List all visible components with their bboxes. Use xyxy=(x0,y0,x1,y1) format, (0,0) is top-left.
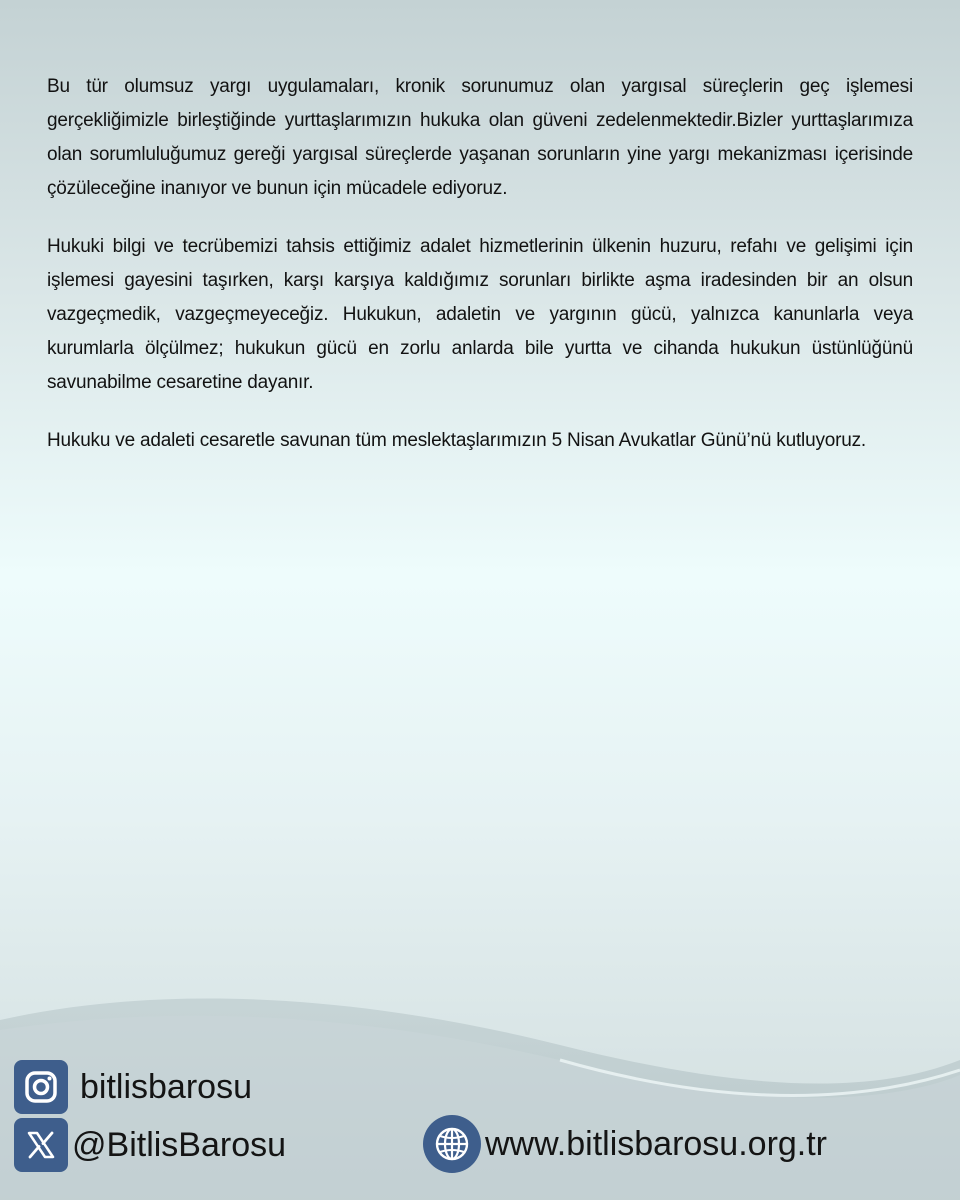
paragraph-3: Hukuku ve adaleti cesaretle savunan tüm meslektaşlarımızın 5 Nisan Avukatlar Günü’nü kutluyoruz. xyxy=(47,430,866,451)
x-link[interactable] xyxy=(14,1118,286,1172)
x-logo-icon xyxy=(14,1118,68,1172)
globe-icon xyxy=(423,1115,481,1173)
instagram-link[interactable] xyxy=(14,1060,252,1114)
paragraph-2: Hukuki bilgi ve tecrübemizi tahsis ettiğimiz adalet hizmetlerinin ülkenin huzuru, refahı ve gelişimi için işlemesi gayesini taşırken, karşı karşıya kaldığımız sorunları birlikte aşma iradesinden bir an olsun vazgeçmedik, vazgeçmeyeceğiz. Hukukun, adaletin ve yargının gücü, yalnızca kanunlarla veya kurumlarla ölçülmez; hukukun gücü en zorlu anlarda bile yurtta ve cihanda hukukun üstünlüğünü savunabilme cesaretine dayanır. xyxy=(47,236,913,393)
website-url: www.bitlisbarosu.org.tr xyxy=(485,1124,828,1163)
instagram-handle: bitlisbarosu xyxy=(80,1067,252,1106)
instagram-icon xyxy=(14,1060,68,1114)
website-link[interactable] xyxy=(423,1115,827,1173)
announcement-text xyxy=(47,70,913,482)
x-handle: @BitlisBarosu xyxy=(72,1125,287,1164)
paragraph-1: Bu tür olumsuz yargı uygulamaları, kronik sorunumuz olan yargısal süreçlerin geç işlemesi gerçekliğimizle birleştiğinde yurttaşlarımızın hukuka olan güveni zedelenmektedir.Bizler yurttaşlarımıza olan sorumluluğumuz gereği yargısal süreçlerde yaşanan sorunların yine yargı mekanizması içerisinde çözüleceğine inanıyor ve bunun için mücadele ediyoruz. xyxy=(47,76,913,199)
